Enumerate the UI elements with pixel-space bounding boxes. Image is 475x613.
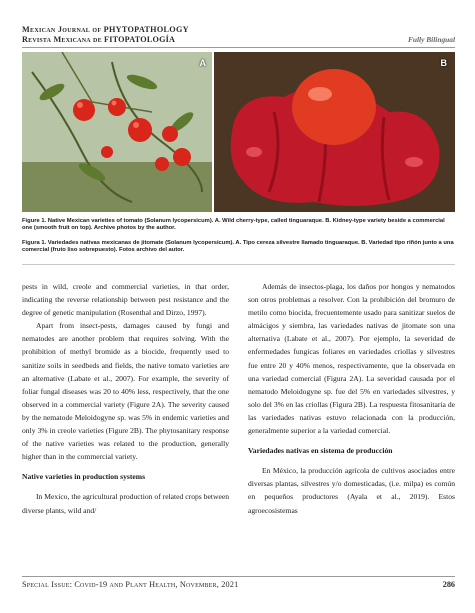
cherry-tomato-image [22,52,212,212]
figure-caption-spanish [22,240,455,254]
paragraph-en-1: pests in wild, creole and commercial varieties, in that order, indicating the reverse relationship between pest resistance and the degree of genetic manipulation (Rosenthal and Dirzo, 1997). [22,282,229,318]
english-column [22,280,229,517]
journal-header [22,25,455,45]
section-heading-en: Native varieties in production systems [22,472,146,482]
photo-kidney-tomato [214,52,455,212]
page-number: 286 [442,580,455,589]
kidney-tomato-image [214,52,455,212]
fully-bilingual-tag: Fully Bilingual [407,35,455,44]
figure-label-a: A [199,58,206,68]
photo-wild-cherry-tomato [22,52,212,212]
figure-caption-english [22,218,455,232]
spanish-column [248,280,455,517]
caption-text-es: Variedades nativas mexicanas de jitomate (Solanum lycopersicum). A. Tipo cereza silvestre llamado tinguaraque. B. Variedad tipo riñón junto a una comercial (fruto liso sobrepuesto). Fotos archivo del autor. [22,240,454,253]
footer-divider [22,576,455,577]
issue-footer: Special Issue: Covid-19 and Plant Health, November, 2021 [22,580,239,589]
header-divider [22,47,455,48]
paragraph-es-2: En México, la producción agrícola de cultivos asociados entre diversas plantas, silvestres y/o domesticadas, (i.e. milpa) es común en pequeños productores (Ayala et al., 2019). Estos agroecosistemas [248,466,455,515]
paragraph-en-2: Apart from insect-pests, damages caused by fungi and nematodes are another problem that requires solving. With the prohibition of methyl bromide as a biocide, frequently used to sanitize soils in seedbeds and fields, the native tomato varieties are an alternative (Labate et al., 2007). For example, the severity of foliar fungal diseases was 20 to 40% less, respectively, that the one observed in a commercial variety (Figure 2A). The severity caused by the nematode Meloidogyne sp. was 5% in endemic varieties and only 3% in creole varieties (Figure 2B). The phytosanitary response of the native varieties was related to the production, generally higher than in the commercial variety. [22,321,229,462]
figure-1 [22,52,455,212]
journal-title: Mexican Journal of PHYTOPATHOLOGY [22,25,189,34]
caption-text-en: Native Mexican varieties of tomato (Solanum lycopersicum). A. Wild cherry-type, called tinguaraque. B. Kidney-type variety beside a commercial one (smooth fruit on top). Archive photos by the author. [22,218,445,231]
journal-subtitle: Revista Mexicana de FITOPATOLOGÍA [22,35,176,44]
paragraph-es-1: Además de insectos-plaga, los daños por hongos y nematodos son otros problemas a resolver. Con la prohibición del bromuro de metilo como biocida, frecuentemente usado para sanitizar suelos de almácigos y siembra, las variedades nativas de jitomate son una alternativa (Labate et al., 2007). Por ejemplo, la severidad de enfermedades fungicas foliares en variedades criollas y silvestres fue entre 20 y 40% menos, respectivamente, que la observada en una variedad comercial (Figura 2A). La severidad causada por el nematodo Meloidogyne sp. fue del 5% en variedades silvestres, y solo del 3% en las criollas (Figura 2B). La respuesta fitosanitaria de las variedades nativas estuvo relacionada con la producción, generalmente superior a la variedad comercial. [248,282,455,436]
caption-divider [22,264,455,265]
paragraph-en-3: In Mexico, the agricultural production of related crops between diverse plants, wild and/ [22,492,229,515]
figure-label-b: B [440,58,447,68]
caption-label-es: Figura 1. [22,240,47,246]
section-heading-es: Variedades nativas en sistema de producción [248,446,393,456]
caption-label-en: Figure 1. [22,218,47,224]
